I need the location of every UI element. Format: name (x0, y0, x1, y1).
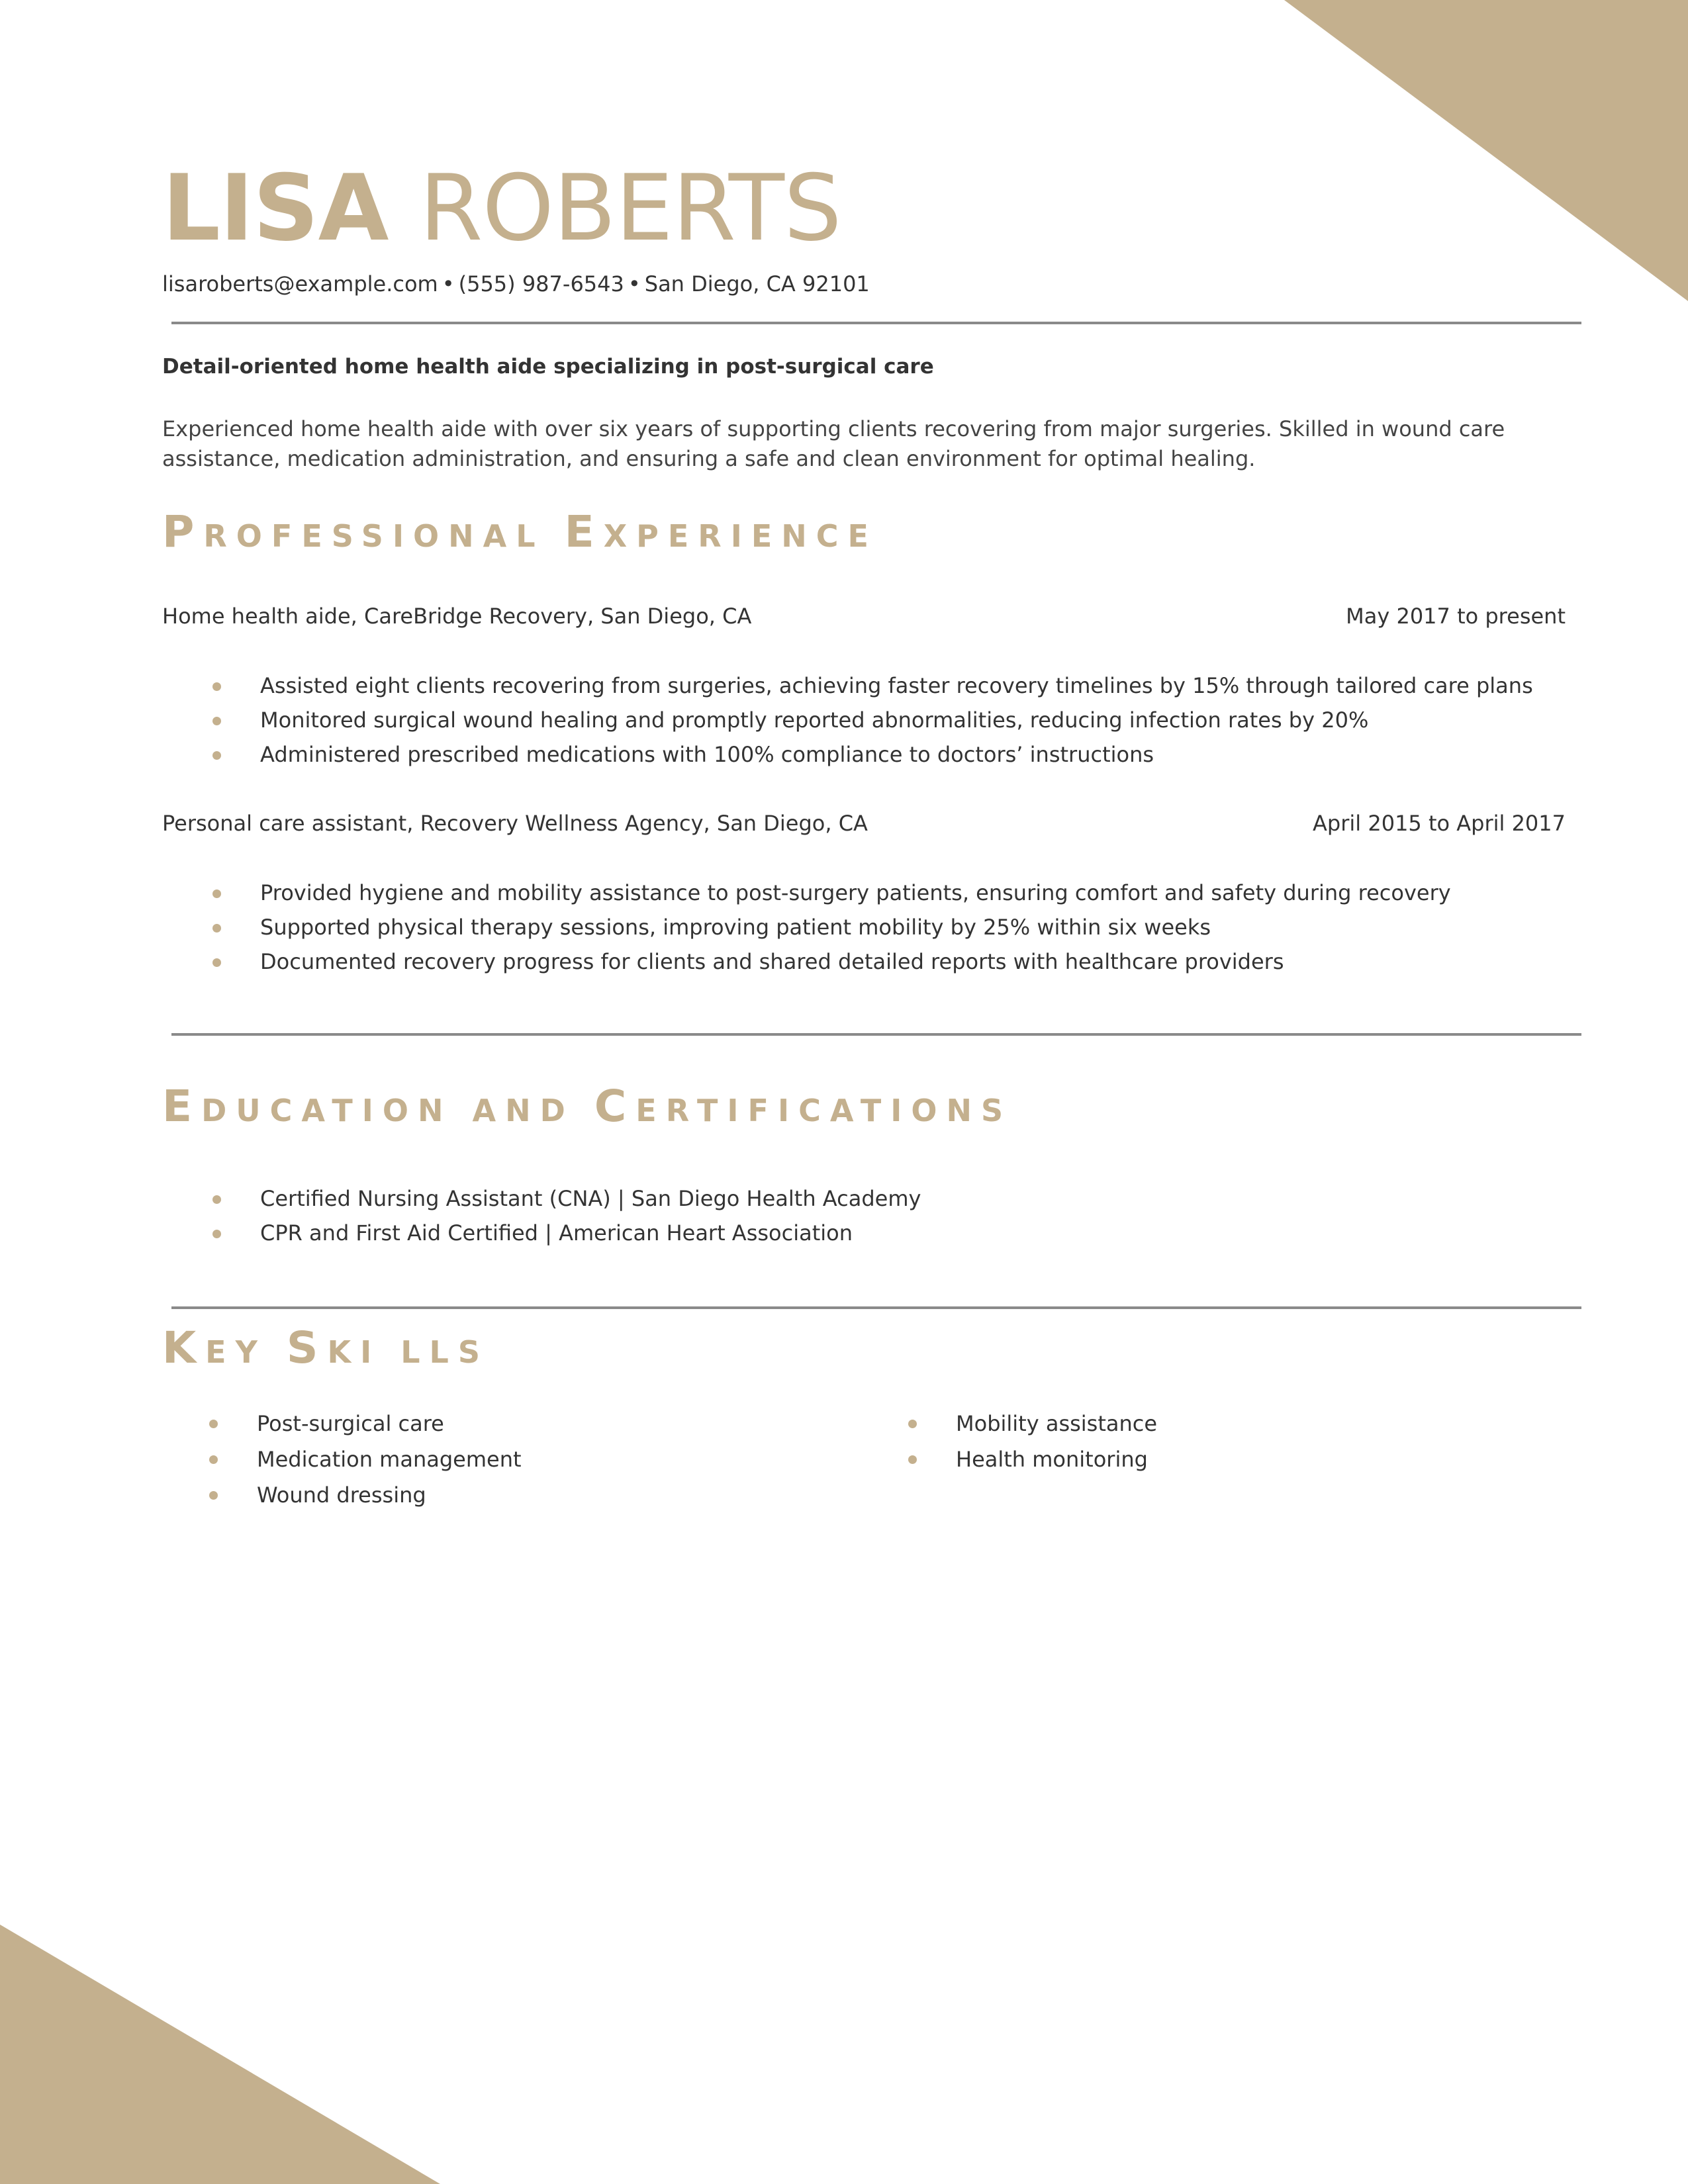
job-role: Home health aide, CareBridge Recovery, San Diego, CA (162, 604, 752, 629)
list-item: Medication management (209, 1441, 522, 1477)
list-item: Certified Nursing Assistant (CNA) | San Diego Health Academy (162, 1181, 1566, 1216)
job-bullets (162, 668, 1566, 772)
section-title-skills: KEY SKI LLS (162, 1322, 489, 1373)
bullet-icon (209, 1420, 218, 1428)
email[interactable]: lisaroberts@example.com (162, 271, 438, 296)
headline: Detail-oriented home health aide specializing in post-surgical care (162, 355, 934, 379)
bullet-icon (209, 1491, 218, 1500)
list-item: Post-surgical care (209, 1406, 522, 1441)
job-dates: April 2015 to April 2017 (1313, 811, 1566, 836)
list-item: Administered prescribed medications with 100% compliance to doctors’ instructions (162, 737, 1566, 772)
first-name: LISA (162, 155, 389, 261)
divider (171, 1033, 1581, 1036)
section-title-education: EDUCATION AND CERTIFICATIONS (162, 1081, 1013, 1132)
list-item: Health monitoring (908, 1441, 1157, 1477)
bullet-icon (212, 924, 221, 933)
divider (171, 1306, 1581, 1309)
job-heading (162, 811, 1566, 836)
list-item: Assisted eight clients recovering from surgeries, achieving faster recovery timelines by 15% through tailored care plans (162, 668, 1566, 703)
job-dates: May 2017 to present (1346, 604, 1566, 629)
contact-separator: • (442, 271, 455, 296)
location: San Diego, CA 92101 (644, 271, 870, 296)
list-item: Provided hygiene and mobility assistance to post-surgery patients, ensuring comfort and safety during recovery (162, 876, 1566, 910)
summary: Experienced home health aide with over six years of supporting clients recovering from major surgeries. Skilled in wound care assistance, medication administration, and ensuring a safe and clean environment for optimal healing. (162, 416, 1505, 471)
bullet-icon (212, 889, 221, 898)
bullet-icon (212, 717, 221, 725)
divider (171, 322, 1581, 324)
skills-list-right (908, 1406, 1157, 1477)
bullet-icon (209, 1455, 218, 1464)
candidate-name (162, 152, 1569, 265)
bottom-left-triangle (0, 1925, 440, 2184)
bullet-icon (212, 958, 221, 967)
bullet-icon (212, 1230, 221, 1238)
bullet-icon (908, 1455, 917, 1464)
education-list (162, 1181, 1566, 1250)
bullet-icon (212, 751, 221, 760)
bullet-icon (212, 1195, 221, 1204)
bullet-icon (212, 682, 221, 691)
list-item: Mobility assistance (908, 1406, 1157, 1441)
bullet-icon (908, 1420, 917, 1428)
section-title-experience: PROFESSIONAL EXPERIENCE (162, 506, 878, 557)
resume-header (162, 152, 1569, 296)
phone[interactable]: (555) 987-6543 (458, 271, 624, 296)
skills-list-left (209, 1406, 522, 1513)
list-item: Wound dressing (209, 1477, 522, 1513)
contact-separator: • (628, 271, 641, 296)
job-heading (162, 604, 1566, 629)
list-item: Supported physical therapy sessions, improving patient mobility by 25% within six weeks (162, 910, 1566, 944)
last-name: ROBERTS (419, 155, 841, 261)
job-role: Personal care assistant, Recovery Wellness Agency, San Diego, CA (162, 811, 868, 836)
list-item: CPR and First Aid Certified | American Heart Association (162, 1216, 1566, 1250)
contact-line (162, 271, 1569, 296)
list-item: Monitored surgical wound healing and promptly reported abnormalities, reducing infection rates by 20% (162, 703, 1566, 737)
job-bullets (162, 876, 1566, 979)
list-item: Documented recovery progress for clients and shared detailed reports with healthcare providers (162, 944, 1566, 979)
